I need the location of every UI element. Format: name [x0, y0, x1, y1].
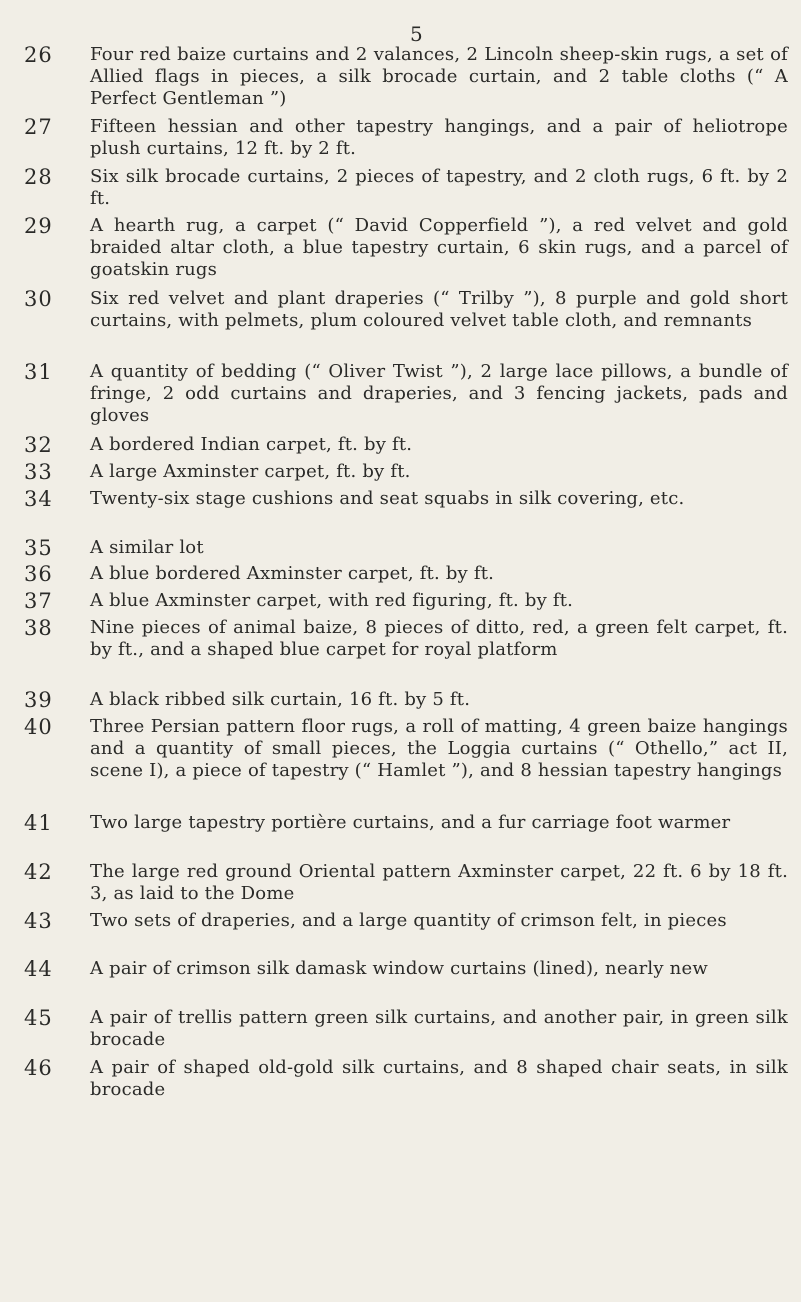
lot-description: Four red baize curtains and 2 valances, 2 Lincoln sheep-skin rugs, a set of Allied flags in pieces, a silk brocade curtain, and 2 table cloths (“ A Perfect Gentleman ”)	[90, 44, 788, 109]
lot-description: Two sets of draperies, and a large quantity of crimson felt, in pieces	[90, 910, 727, 931]
lot-description: A blue bordered Axminster carpet, ft. by ft.	[90, 563, 495, 584]
lot-description: A pair of crimson silk damask window curtains (lined), nearly new	[90, 958, 708, 979]
lot-description: Three Persian pattern floor rugs, a roll of matting, 4 green baize hangings and a quantity of small pieces, the Loggia curtains (“ Othello,” act II, scene I), a piece of tapestry (“ Hamlet ”), and 8 hessian tapestry hangings	[90, 716, 788, 781]
lot-description: A blue Axminster carpet, with red figuring, ft. by ft.	[90, 590, 574, 611]
lot-description: A large Axminster carpet, ft. by ft.	[90, 461, 411, 482]
lot-description: A hearth rug, a carpet (“ David Copperfield ”), a red velvet and gold braided altar cloth, a blue tapestry curtain, 6 skin rugs, and a parcel of goatskin rugs	[90, 215, 788, 280]
lot-number: 41	[24, 811, 53, 835]
lot-number: 42	[24, 860, 53, 884]
lot-description: Fifteen hessian and other tapestry hangings, and a pair of heliotrope plush curtains, 12 ft. by 2 ft.	[90, 116, 788, 159]
lot-number: 38	[24, 616, 53, 640]
lot-description: A quantity of bedding (“ Oliver Twist ”), 2 large lace pillows, a bundle of fringe, 2 odd curtains and draperies, and 3 fencing jackets, pads and gloves	[90, 361, 788, 426]
lot-description: A pair of shaped old-gold silk curtains, and 8 shaped chair seats, in silk brocade	[90, 1057, 788, 1100]
lot-description: A similar lot	[90, 537, 204, 558]
page-number: 5	[410, 22, 424, 46]
lot-description: Two large tapestry portière curtains, and a fur carriage foot warmer	[90, 812, 731, 833]
lot-number: 29	[24, 214, 53, 238]
lot-description: A pair of trellis pattern green silk curtains, and another pair, in green silk brocade	[90, 1007, 788, 1050]
lot-number: 43	[24, 909, 53, 933]
lot-number: 35	[24, 536, 53, 560]
lot-description: A black ribbed silk curtain, 16 ft. by 5 ft.	[90, 689, 471, 710]
lot-number: 44	[24, 957, 53, 981]
lot-description: Six red velvet and plant draperies (“ Trilby ”), 8 purple and gold short curtains, with pelmets, plum coloured velvet table cloth, and remnants	[90, 288, 788, 331]
lot-description: A bordered Indian carpet, ft. by ft.	[90, 434, 413, 455]
lot-number: 31	[24, 360, 53, 384]
lot-number: 37	[24, 589, 53, 613]
lot-number: 26	[24, 43, 53, 67]
lot-number: 36	[24, 562, 53, 586]
lot-number: 34	[24, 487, 53, 511]
lot-number: 40	[24, 715, 53, 739]
lot-number: 32	[24, 433, 53, 457]
lot-number: 28	[24, 165, 53, 189]
lot-number: 33	[24, 460, 53, 484]
lot-number: 46	[24, 1056, 53, 1080]
lot-number: 39	[24, 688, 53, 712]
lot-description: Six silk brocade curtains, 2 pieces of tapestry, and 2 cloth rugs, 6 ft. by 2 ft.	[90, 166, 788, 209]
lot-number: 27	[24, 115, 53, 139]
lot-number: 45	[24, 1006, 53, 1030]
lot-description: Nine pieces of animal baize, 8 pieces of ditto, red, a green felt carpet, ft. by ft., and a shaped blue carpet for royal platform	[90, 617, 788, 660]
lot-number: 30	[24, 287, 53, 311]
lot-description: Twenty-six stage cushions and seat squabs in silk covering, etc.	[90, 488, 685, 509]
lot-description: The large red ground Oriental pattern Axminster carpet, 22 ft. 6 by 18 ft. 3, as laid to the Dome	[90, 861, 788, 904]
